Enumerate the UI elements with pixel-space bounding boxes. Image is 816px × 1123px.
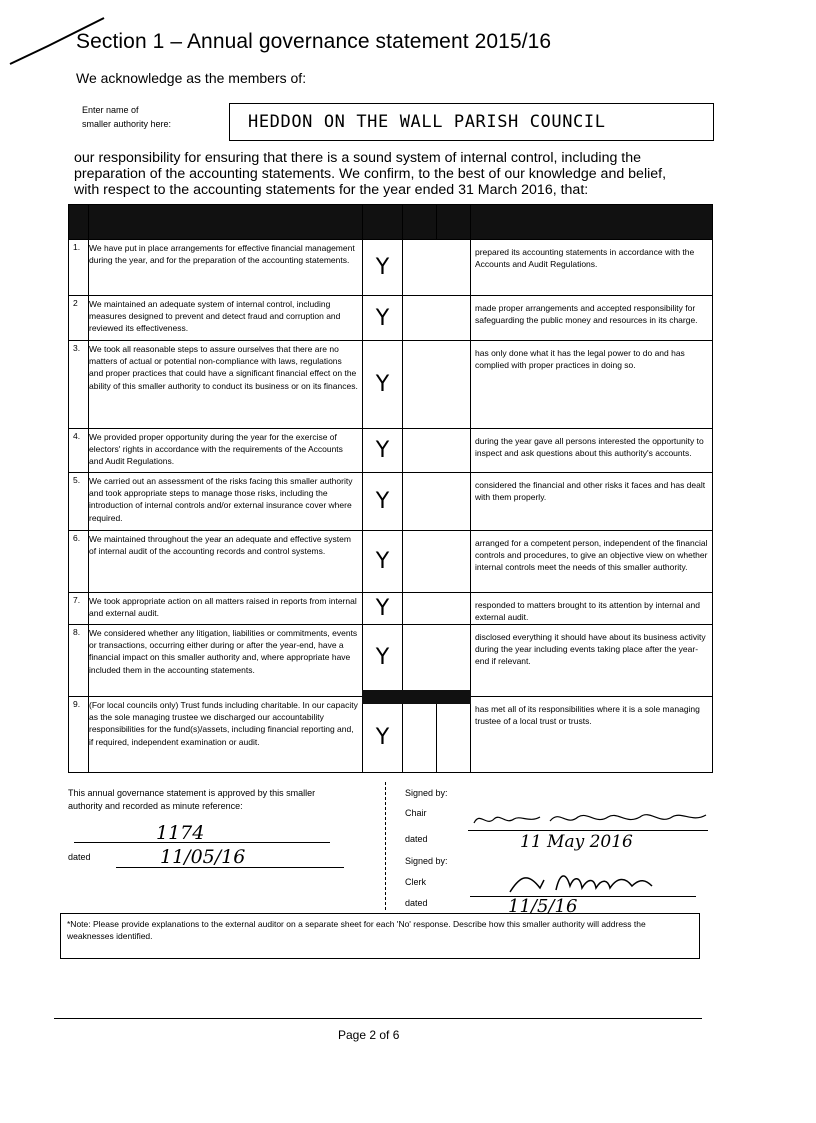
clerk-dated-value: 11/5/16 xyxy=(508,896,578,917)
row-response: disclosed everything it should have about its business activity during the year including events taking place after the year-end if relevant. xyxy=(471,625,713,697)
clerk-signature-line xyxy=(470,896,696,897)
row-number: 7. xyxy=(69,593,89,625)
table-row xyxy=(69,625,713,697)
row-statement: We provided proper opportunity during the year for the exercise of electors' rights in accordance with the requirements of the Accounts and Audit Regulations. xyxy=(89,429,363,473)
chair-label xyxy=(405,808,427,818)
row-number: 9. xyxy=(69,697,89,773)
authority-label xyxy=(82,103,171,131)
chair-signature-line xyxy=(468,830,708,831)
clerk-signature xyxy=(500,866,670,896)
chair-dated-label: dated xyxy=(405,834,428,844)
table-row xyxy=(69,473,713,531)
intro-line-3: with respect to the accounting statements for the year ended 31 March 2016, that: xyxy=(74,182,589,198)
chair-label-text: Chair xyxy=(405,808,427,818)
table-row xyxy=(69,341,713,429)
intro-line-2: preparation of the accounting statements. We confirm, to the best of our knowledge and belief, xyxy=(74,166,667,182)
row-response: during the year gave all persons interested the opportunity to inspect and ask questions about this authority's accounts. xyxy=(471,429,713,473)
row-response: has only done what it has the legal power to do and has complied with proper practices in doing so. xyxy=(471,341,713,429)
row-statement: We maintained throughout the year an adequate and effective system of internal audit of the accounting records and control systems. xyxy=(89,531,363,593)
authority-name-field[interactable] xyxy=(229,103,714,141)
no-cell[interactable] xyxy=(403,240,471,296)
row-statement: We took all reasonable steps to assure ourselves that there are no matters of actual or potential non-compliance with laws, regulations and proper practices that could have a significant financial effect on the ability of this smaller authority to conduct its business or on its finances. xyxy=(89,341,363,429)
yes-mark[interactable]: Y xyxy=(363,341,403,429)
chair-signature xyxy=(470,805,710,831)
approval-text: This annual governance statement is approved by this smaller authority and recorded as minute reference: xyxy=(68,788,316,811)
no-cell[interactable] xyxy=(403,531,471,593)
no-cell[interactable] xyxy=(403,625,471,697)
approval-dated-label: dated xyxy=(68,852,91,862)
table-row xyxy=(69,593,713,625)
na-cell[interactable] xyxy=(437,697,471,773)
row-response: made proper arrangements and accepted responsibility for safeguarding the public money and resources in its charge. xyxy=(471,296,713,341)
row-statement: We considered whether any litigation, liabilities or commitments, events or transactions, occurring either during or after the year-end, have a financial impact on this smaller authority and, where appropriate have included them in the accounting statements. xyxy=(89,625,363,697)
acknowledge-text: We acknowledge as the members of: xyxy=(76,70,307,86)
yes-mark[interactable]: Y xyxy=(363,531,403,593)
row-response: considered the financial and other risks it faces and has dealt with them properly. xyxy=(471,473,713,531)
table-row xyxy=(69,697,713,773)
authority-name-value: HEDDON ON THE WALL PARISH COUNCIL xyxy=(248,112,606,132)
header-cell xyxy=(89,205,363,240)
row-number: 3. xyxy=(69,341,89,429)
yes-mark[interactable]: Y xyxy=(363,473,403,531)
row-number: 8. xyxy=(69,625,89,697)
header-yes-cell xyxy=(363,205,403,240)
authority-label-line1: Enter name of xyxy=(82,105,139,115)
row-number: 2 xyxy=(69,296,89,341)
no-cell[interactable] xyxy=(403,697,437,773)
chair-dated-value: 11 May 2016 xyxy=(520,832,633,852)
table-row xyxy=(69,429,713,473)
yes-mark[interactable]: Y xyxy=(363,429,403,473)
yes-mark[interactable]: Y xyxy=(363,240,403,296)
governance-table xyxy=(68,204,713,773)
table-row xyxy=(69,240,713,296)
yes-mark[interactable]: Y xyxy=(363,625,403,697)
minute-reference-value: 1174 xyxy=(156,822,205,844)
page-number: Page 2 of 6 xyxy=(338,1028,400,1042)
no-cell[interactable] xyxy=(403,341,471,429)
header-no-cell xyxy=(437,205,471,240)
clerk-dated-label: dated xyxy=(405,898,428,908)
divider xyxy=(385,782,386,910)
header-no-cell xyxy=(403,205,437,240)
approval-dated-value: 11/05/16 xyxy=(160,846,246,868)
authority-label-line2: smaller authority here: xyxy=(82,119,172,129)
no-cell[interactable] xyxy=(403,429,471,473)
row-statement: (For local councils only) Trust funds including charitable. In our capacity as the sole managing trustee we discharged our accountability responsibilities for the fund(s)/assets, including financial reporting and, if required, independent examination or audit. xyxy=(89,697,363,773)
yes-mark[interactable]: Y xyxy=(363,296,403,341)
note-box xyxy=(60,913,700,959)
clerk-label: Clerk xyxy=(405,877,427,887)
row-response: has met all of its responsibilities where it is a sole managing trustee of a local trust or trusts. xyxy=(471,697,713,773)
header-cell xyxy=(471,205,713,240)
page-title: Section 1 – Annual governance statement 2015/16 xyxy=(76,30,552,53)
row-statement: We took appropriate action on all matters raised in reports from internal and external audit. xyxy=(89,593,363,625)
signed-by-label: Signed by: xyxy=(405,856,448,866)
row-response: arranged for a competent person, independent of the financial controls and procedures, to give an objective view on whether internal controls meet the needs of this smaller authority. xyxy=(471,531,713,593)
note-text: *Note: Please provide explanations to the external auditor on a separate sheet for each 'No' response. Describe how this smaller authority will address the weaknesses identified. xyxy=(67,919,646,941)
row-number: 5. xyxy=(69,473,89,531)
yes-mark[interactable]: Y xyxy=(363,697,403,773)
row-statement: We have put in place arrangements for effective financial management during the year, and for the preparation of the accounting statements. xyxy=(89,240,363,296)
table-header-row xyxy=(69,205,713,240)
header-cell xyxy=(69,205,89,240)
no-cell[interactable] xyxy=(403,473,471,531)
no-cell[interactable] xyxy=(403,296,471,341)
row-statement: We maintained an adequate system of internal control, including measures designed to prevent and detect fraud and corruption and reviewed its effectiveness. xyxy=(89,296,363,341)
table-row xyxy=(69,531,713,593)
table-row xyxy=(69,296,713,341)
intro-paragraph xyxy=(74,150,714,198)
row-number: 1. xyxy=(69,240,89,296)
yes-mark[interactable]: Y xyxy=(363,593,403,625)
footer-rule xyxy=(54,1018,702,1019)
approval-dated-line xyxy=(116,867,344,868)
intro-line-1: our responsibility for ensuring that there is a sound system of internal control, including the xyxy=(74,150,642,166)
row-response: responded to matters brought to its attention by internal and external audit. xyxy=(471,593,713,625)
row-number: 4. xyxy=(69,429,89,473)
row-number: 6. xyxy=(69,531,89,593)
row-response: prepared its accounting statements in accordance with the Accounts and Audit Regulations. xyxy=(471,240,713,296)
row-statement: We carried out an assessment of the risks facing this smaller authority and took appropriate steps to manage those risks, including the introduction of internal controls and/or external insurance cover where required. xyxy=(89,473,363,531)
signed-by-label: Signed by: xyxy=(405,788,448,798)
minute-reference-line xyxy=(74,842,330,843)
no-cell[interactable] xyxy=(403,593,471,625)
